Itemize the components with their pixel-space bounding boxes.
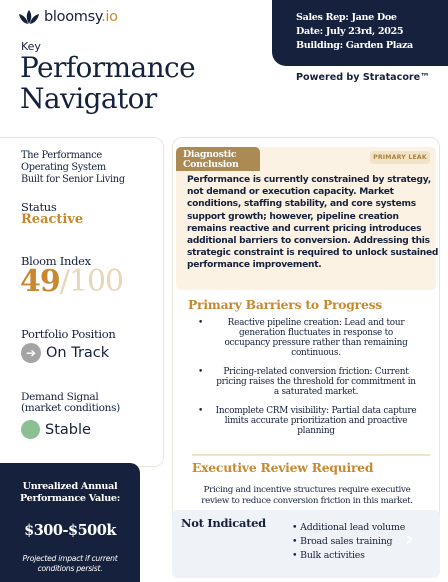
barrier-line: continuous. bbox=[291, 348, 341, 358]
executive-review-heading: Executive Review Required bbox=[192, 460, 374, 475]
chevron-right-icon: › bbox=[405, 527, 414, 552]
unrealized-value-range: $300-$500k bbox=[24, 522, 116, 539]
sales-rep: Sales Rep: Jane Doe bbox=[296, 12, 397, 23]
barriers-list bbox=[204, 318, 428, 445]
list-item bbox=[204, 367, 428, 397]
diagnostic-line: not demand or execution capacity. Market bbox=[187, 187, 394, 198]
executive-line: review to reduce conversion friction in this market. bbox=[201, 495, 413, 506]
barrier-line: a saturated market. bbox=[273, 387, 359, 397]
demand-signal-value bbox=[21, 420, 91, 439]
diagnostic-line: performance improvement. bbox=[187, 260, 322, 271]
portfolio-position-value bbox=[21, 343, 109, 363]
barrier-line: pricing raises the threshold for commitment in bbox=[216, 377, 416, 387]
diagnostic-line: conditions, staffing stability, and core systems bbox=[187, 199, 416, 210]
list-item: • Additional lead volume bbox=[292, 521, 405, 535]
barrier-line: limits accurate prioritization and proactive bbox=[224, 416, 408, 426]
bloom-score-value: 49 bbox=[20, 264, 60, 299]
arrow-right-circle-icon: ➔ bbox=[21, 343, 41, 363]
page-title-line-2: Navigator bbox=[20, 81, 157, 115]
title-kicker: Key bbox=[21, 40, 41, 53]
value-title-line: Unrealized Annual bbox=[22, 481, 118, 492]
unrealized-value-note bbox=[0, 554, 140, 574]
section-divider bbox=[192, 454, 430, 456]
portfolio-value-text: On Track bbox=[46, 345, 110, 361]
demand-signal-label: Demand Signal bbox=[21, 391, 99, 403]
subtitle-line: Operating System bbox=[21, 162, 106, 173]
barriers-heading: Primary Barriers to Progress bbox=[188, 297, 383, 312]
bloom-index-label: Bloom Index bbox=[21, 254, 91, 268]
list-item: • Broad sales training bbox=[292, 535, 405, 549]
summary-card bbox=[0, 137, 164, 467]
green-status-dot-icon bbox=[21, 420, 40, 439]
list-item: • Bulk activities bbox=[292, 549, 405, 563]
executive-line: Pricing and incentive structures require executive bbox=[203, 485, 411, 495]
barrier-line: planning bbox=[297, 426, 335, 436]
subtitle-line: The Performance bbox=[21, 150, 102, 161]
diagnostic-conclusion-tab bbox=[176, 147, 260, 171]
executive-review-text bbox=[188, 485, 426, 506]
barrier-line: • Pricing-related conversion friction: Current bbox=[223, 367, 409, 377]
value-title-line: Performance Value: bbox=[20, 493, 120, 504]
diagnostic-line: Performance is currently constrained by strategy, bbox=[187, 175, 431, 185]
unrealized-value-title bbox=[0, 481, 140, 505]
barrier-line: • Incomplete CRM visibility: Partial data capture bbox=[215, 406, 417, 416]
demand-signal-sublabel: (market conditions) bbox=[21, 402, 120, 414]
diagnostic-tab-line: Conclusion bbox=[183, 158, 239, 170]
portfolio-position-label: Portfolio Position bbox=[21, 327, 116, 341]
diagnostic-line: additional barriers to conversion. Addressing this bbox=[187, 236, 430, 247]
barrier-line: occupancy pressure rather than remaining bbox=[224, 338, 408, 348]
diagnostic-line: support growth; however, pipeline creation bbox=[187, 211, 399, 222]
not-indicated-list bbox=[292, 521, 405, 563]
value-note-line: conditions persist. bbox=[37, 564, 103, 573]
powered-by: Powered by Stratacore™ bbox=[296, 72, 430, 83]
diagnostic-tab-line: Diagnostic bbox=[183, 149, 237, 160]
page-title bbox=[20, 53, 195, 114]
primary-leak-badge: PRIMARY LEAK bbox=[370, 151, 430, 164]
diagnostic-line: strategic constraint is required to unlock sustained bbox=[187, 248, 439, 259]
bloom-index-score bbox=[20, 266, 123, 298]
barrier-line: generation fluctuates in response to bbox=[238, 328, 393, 338]
status-value: Reactive bbox=[21, 212, 84, 227]
bloomsy-logo-icon bbox=[18, 9, 40, 25]
value-note-line: Projected impact if current bbox=[22, 554, 118, 563]
diagnostic-conclusion-text bbox=[187, 174, 439, 272]
diagnostic-line: remains reactive and current pricing introduces bbox=[187, 223, 422, 234]
page-title-line-1: Performance bbox=[20, 51, 196, 84]
bloom-score-max: /100 bbox=[59, 264, 124, 299]
not-indicated-label: Not Indicated bbox=[181, 516, 266, 530]
demand-value-text: Stable bbox=[45, 421, 91, 438]
product-subtitle bbox=[21, 150, 125, 186]
status-label: Status bbox=[21, 200, 57, 214]
subtitle-line: Built for Senior Living bbox=[21, 174, 125, 185]
barrier-line: • Reactive pipeline creation: Lead and tour bbox=[227, 318, 405, 328]
brand-name: bloomsy.io bbox=[44, 9, 118, 25]
report-info-box bbox=[272, 0, 448, 66]
list-item bbox=[204, 318, 428, 358]
list-item bbox=[204, 406, 428, 436]
brand-logo bbox=[18, 9, 118, 25]
report-date: Date: July 23rd, 2025 bbox=[296, 26, 404, 37]
building-name: Building: Garden Plaza bbox=[296, 40, 413, 51]
